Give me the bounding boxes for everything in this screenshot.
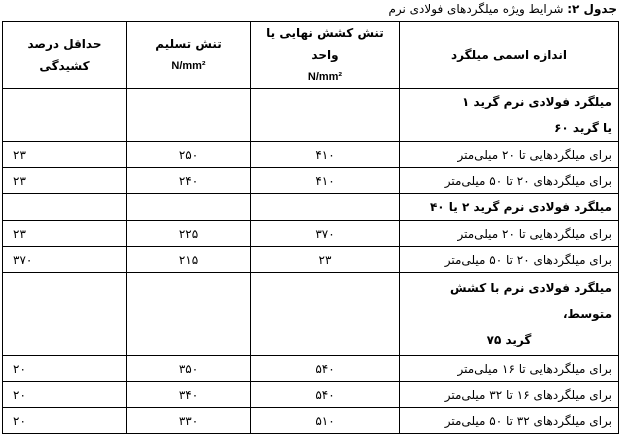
cell-size: برای میلگردهای ۳۲ تا ۵۰ میلی‌متر xyxy=(400,408,619,434)
cell-elongation: ۲۳ xyxy=(3,142,127,168)
cell-tensile: ۴۱۰ xyxy=(251,142,400,168)
group-row xyxy=(3,89,619,142)
table-row xyxy=(3,221,619,247)
group-title: میلگرد فولادی نرم با کشش متوسط، گرید ۷۵ xyxy=(400,273,619,356)
table-caption xyxy=(388,2,617,20)
cell-elongation: ۳۷۰ xyxy=(3,247,127,273)
header-yield-title: تنش تسلیم xyxy=(155,37,222,51)
group-title: میلگرد فولادی نرم گرید ۱ یا گرید ۶۰ xyxy=(400,89,619,142)
table-row xyxy=(3,247,619,273)
header-elong-line2: کشیدگی xyxy=(39,59,90,73)
group-title: میلگرد فولادی نرم گرید ۲ یا ۴۰ xyxy=(400,194,619,221)
table-row xyxy=(3,408,619,434)
header-elongation xyxy=(3,22,127,89)
cell-yield: ۳۳۰ xyxy=(127,408,251,434)
caption-text: شرایط ویژه میلگردهای فولادی نرم xyxy=(388,2,564,16)
table-row xyxy=(3,168,619,194)
cell-yield: ۳۴۰ xyxy=(127,382,251,408)
group-row xyxy=(3,194,619,221)
cell-size: برای میلگردهایی تا ۱۶ میلی‌متر xyxy=(400,356,619,382)
cell-size: برای میلگردهای ۲۰ تا ۵۰ میلی‌متر xyxy=(400,247,619,273)
cell-yield: ۲۱۵ xyxy=(127,247,251,273)
header-tensile-unit: N/mm² xyxy=(307,71,343,83)
cell-tensile: ۳۷۰ xyxy=(251,221,400,247)
cell-size: برای میلگردهای ۲۰ تا ۵۰ میلی‌متر xyxy=(400,168,619,194)
cell-yield: ۲۵۰ xyxy=(127,142,251,168)
caption-label: جدول ۲: xyxy=(567,2,617,16)
header-row xyxy=(3,22,619,89)
cell-elongation: ۲۰ xyxy=(3,382,127,408)
group-row xyxy=(3,273,619,356)
header-elong-line1: حداقل درصد xyxy=(27,37,102,51)
cell-yield: ۲۲۵ xyxy=(127,221,251,247)
cell-tensile: ۵۱۰ xyxy=(251,408,400,434)
header-size: اندازه اسمی میلگرد xyxy=(400,22,619,89)
rebar-properties-table xyxy=(2,21,619,434)
cell-tensile: ۵۴۰ xyxy=(251,382,400,408)
header-tensile xyxy=(251,22,400,89)
cell-elongation: ۲۳ xyxy=(3,221,127,247)
cell-yield: ۲۴۰ xyxy=(127,168,251,194)
cell-size: برای میلگردهای ۱۶ تا ۳۲ میلی‌متر xyxy=(400,382,619,408)
header-yield-unit: N/mm² xyxy=(171,60,206,72)
cell-tensile: ۲۳ xyxy=(251,247,400,273)
cell-yield: ۳۵۰ xyxy=(127,356,251,382)
cell-elongation: ۲۳ xyxy=(3,168,127,194)
header-yield xyxy=(127,22,251,89)
cell-size: برای میلگردهایی تا ۲۰ میلی‌متر xyxy=(400,221,619,247)
cell-elongation: ۲۰ xyxy=(3,408,127,434)
table-row xyxy=(3,382,619,408)
cell-tensile: ۴۱۰ xyxy=(251,168,400,194)
cell-elongation: ۲۰ xyxy=(3,356,127,382)
cell-tensile: ۵۴۰ xyxy=(251,356,400,382)
table-row xyxy=(3,142,619,168)
table-row xyxy=(3,356,619,382)
header-tensile-title: تنش کشش نهایی یا واحد xyxy=(266,26,384,62)
cell-size: برای میلگردهایی تا ۲۰ میلی‌متر xyxy=(400,142,619,168)
